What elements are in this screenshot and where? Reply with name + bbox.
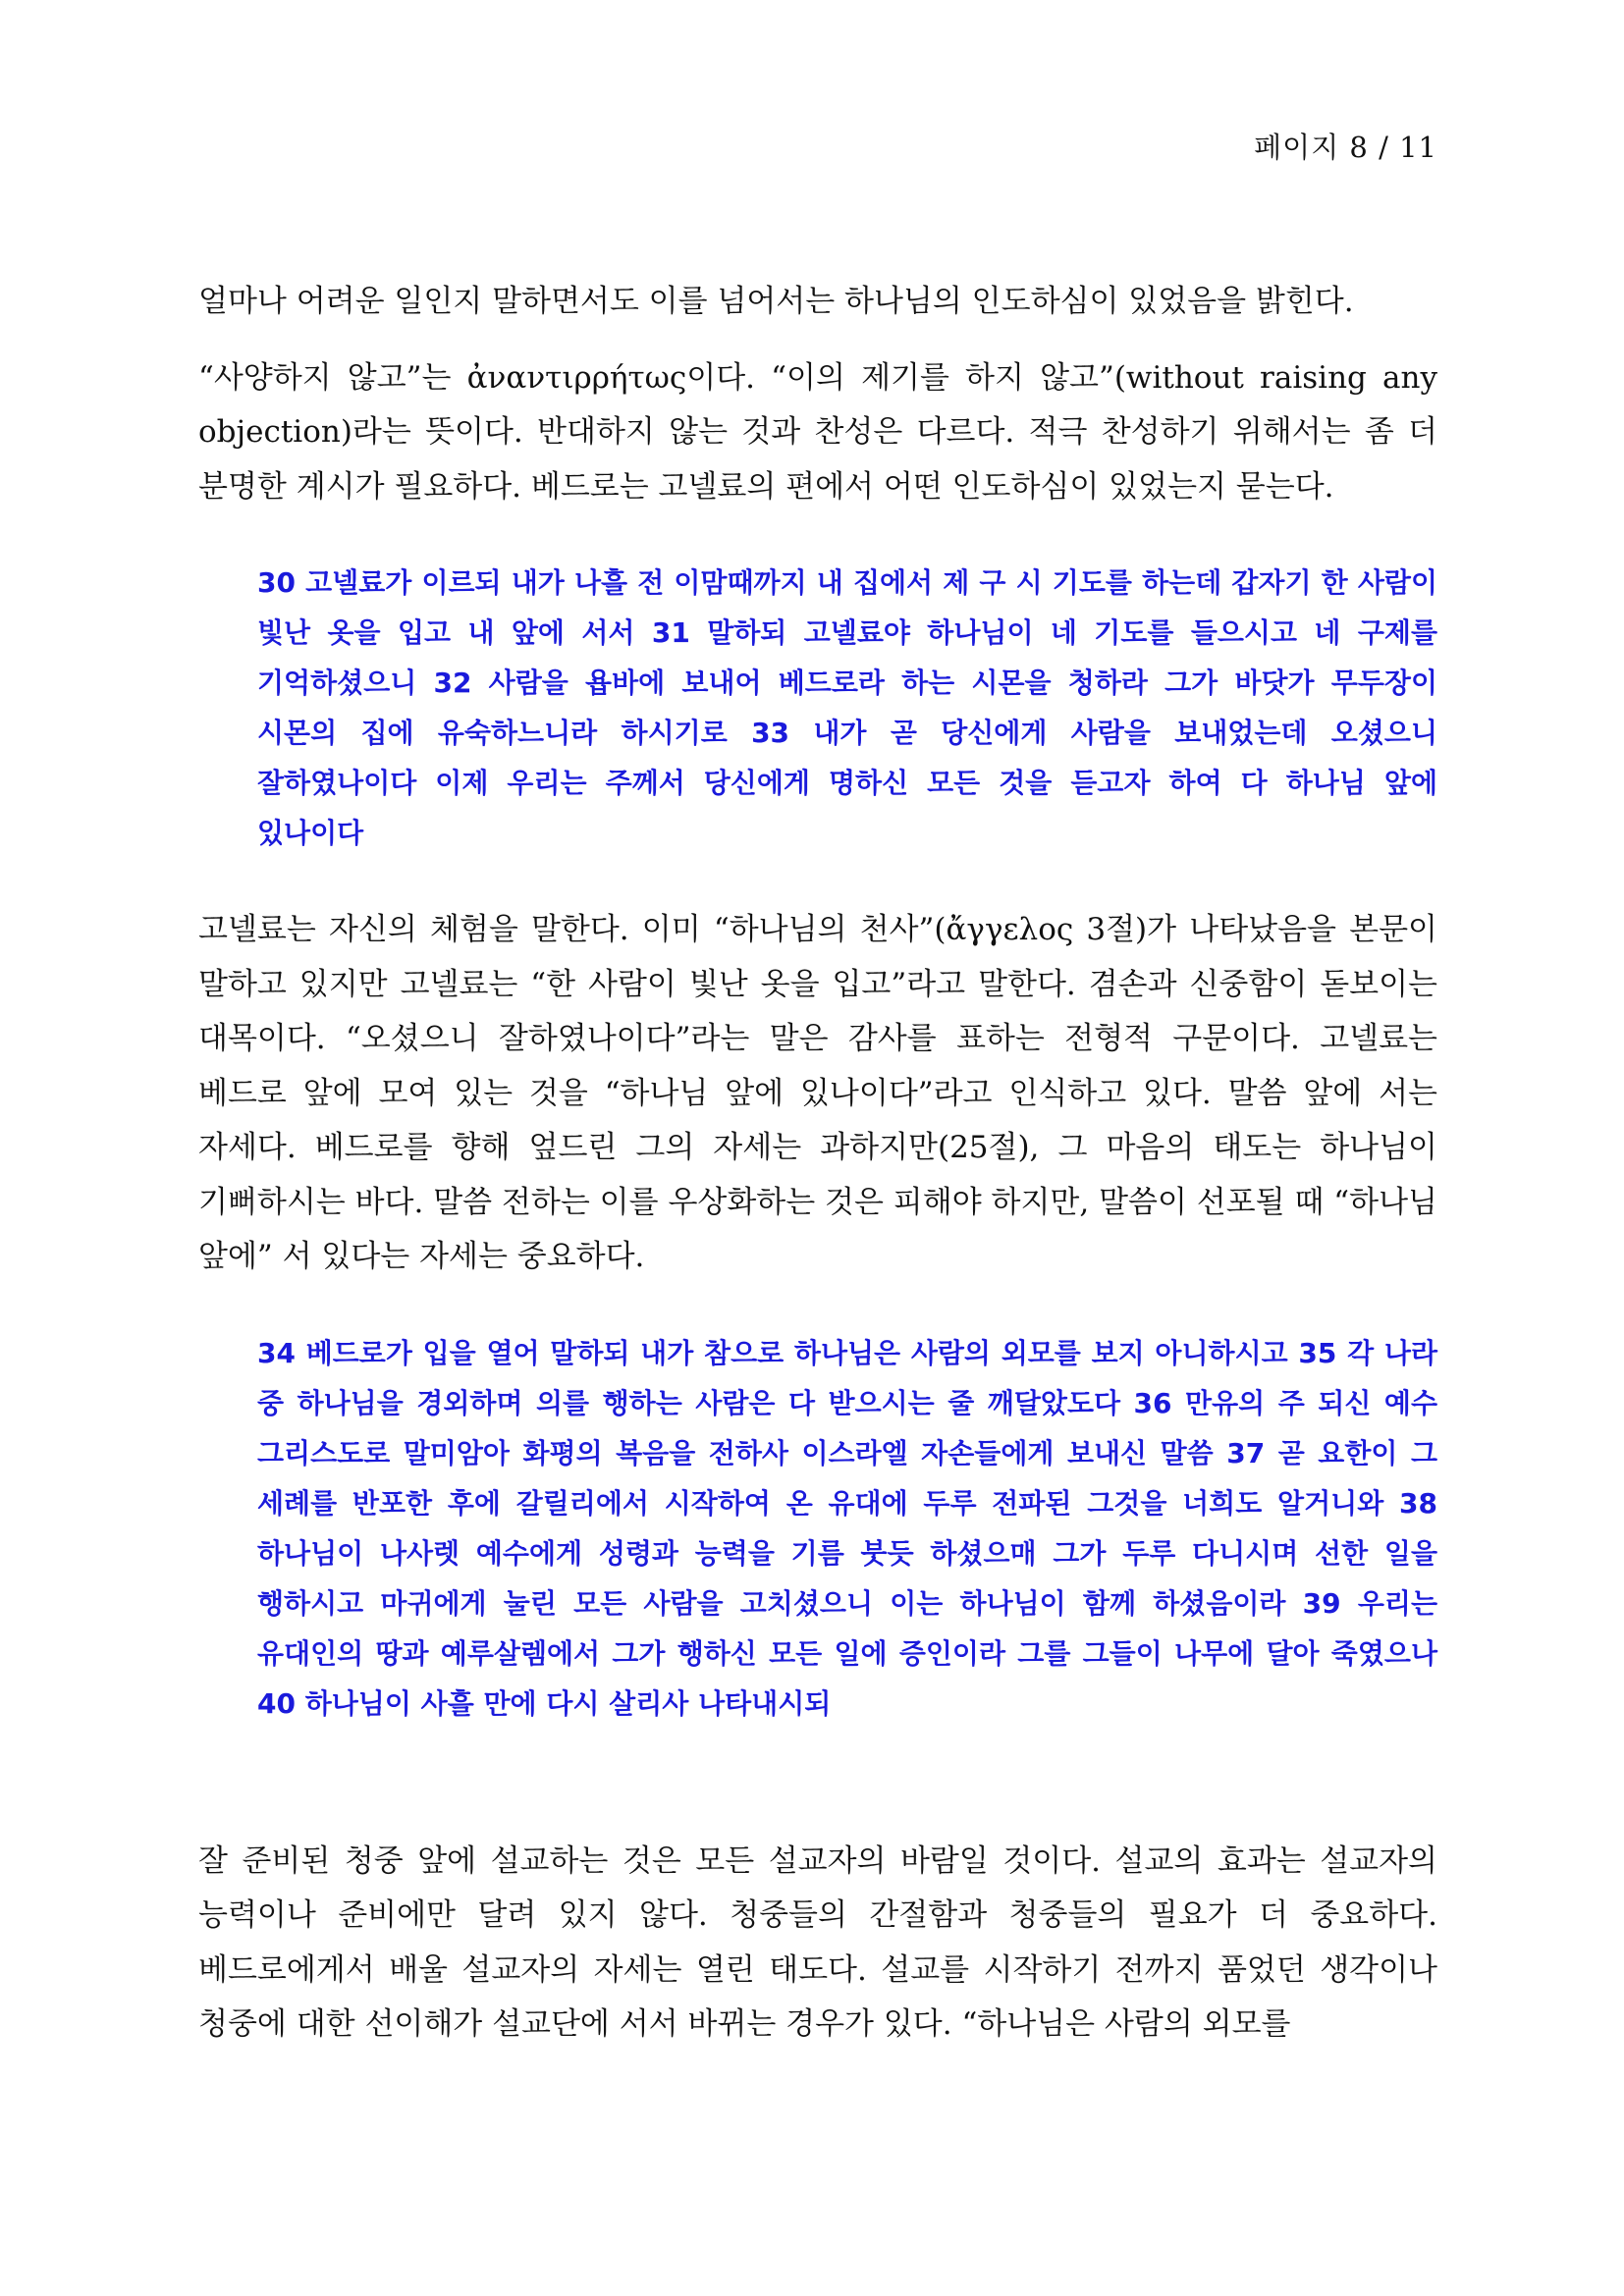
scripture-quote-1: 30 고넬료가 이르되 내가 나흘 전 이맘때까지 내 집에서 제 구 시 기도를 하는데 갑자기 한 사람이 빛난 옷을 입고 내 앞에 서서 31 말하되 고넬료야 하나님이 네 기도를 들으시고 네 구제를 기억하셨으니 32 사람을 욥바에 보내어 베드로라 하는 시몬을 청하라 그가 바닷가 무두장이 시몬의 집에 유숙하느니라 하시기로 33 내가 곧 당신에게 사람을 보내었는데 오셨으니 잘하였나이다 이제 우리는 주께서 당신에게 명하신 모든 것을 듣고자 하여 다 하나님 앞에 있나이다 — [257, 566, 1437, 849]
document-body — [198, 275, 1437, 2053]
body-paragraph-3: 고넬료는 자신의 체험을 말한다. 이미 “하나님의 천사”(ἄγγελος 3절)가 나타났음을 본문이 말하고 있지만 고넬료는 “한 사람이 빛난 옷을 입고”라고 말한다. 겸손과 신중함이 돋보이는 대목이다. “오셨으니 잘하였나이다”라는 말은 감사를 표하는 전형적 구문이다. 고넬료는 베드로 앞에 모여 있는 것을 “하나님 앞에 있나이다”라고 인식하고 있다. 말씀 앞에 서는 자세다. 베드로를 향해 엎드린 그의 자세는 과하지만(25절), 그 마음의 태도는 하나님이 기뻐하시는 바다. 말씀 전하는 이를 우상화하는 것은 피해야 하지만, 말씀이 선포될 때 “하나님 앞에” 서 있다는 자세는 중요하다. — [198, 912, 1437, 1274]
scripture-quote-2: 34 베드로가 입을 열어 말하되 내가 참으로 하나님은 사람의 외모를 보지 아니하시고 35 각 나라 중 하나님을 경외하며 의를 행하는 사람은 다 받으시는 줄 깨달았도다 36 만유의 주 되신 예수 그리스도로 말미암아 화평의 복음을 전하사 이스라엘 자손들에게 보내신 말씀 37 곧 요한이 그 세례를 반포한 후에 갈릴리에서 시작하여 온 유대에 두루 전파된 그것을 너희도 알거니와 38 하나님이 나사렛 예수에게 성령과 능력을 기름 붓듯 하셨으매 그가 두루 다니시며 선한 일을 행하시고 마귀에게 눌린 모든 사람을 고치셨으니 이는 하나님이 함께 하셨음이라 39 우리는 유대인의 땅과 예루살렘에서 그가 행하신 모든 일에 증인이라 그를 그들이 나무에 달아 죽였으나 40 하나님이 사흘 만에 다시 살리사 나타내시되 — [257, 1336, 1437, 1720]
page-number: 페이지 8 / 11 — [1254, 131, 1437, 164]
body-paragraph-2: “사양하지 않고”는 ἀναντιρρήτως이다. “이의 제기를 하지 않고”(without raising any objection)라는 뜻이다. 반대하지 않는 것과 찬성은 다르다. 적극 찬성하기 위해서는 좀 더 분명한 계시가 필요하다. 베드로는 고넬료의 편에서 어떤 인도하심이 있었는지 묻는다. — [198, 359, 1437, 505]
body-paragraph-4: 잘 준비된 청중 앞에 설교하는 것은 모든 설교자의 바람일 것이다. 설교의 효과는 설교자의 능력이나 준비에만 달려 있지 않다. 청중들의 간절함과 청중들의 필요가 더 중요하다. 베드로에게서 배울 설교자의 자세는 열린 태도다. 설교를 시작하기 전까지 품었던 생각이나 청중에 대한 선이해가 설교단에 서서 바뀌는 경우가 있다. “하나님은 사람의 외모를 — [198, 1842, 1437, 2042]
body-paragraph-1: 얼마나 어려운 일인지 말하면서도 이를 넘어서는 하나님의 인도하심이 있었음을 밝힌다. — [198, 284, 1354, 319]
